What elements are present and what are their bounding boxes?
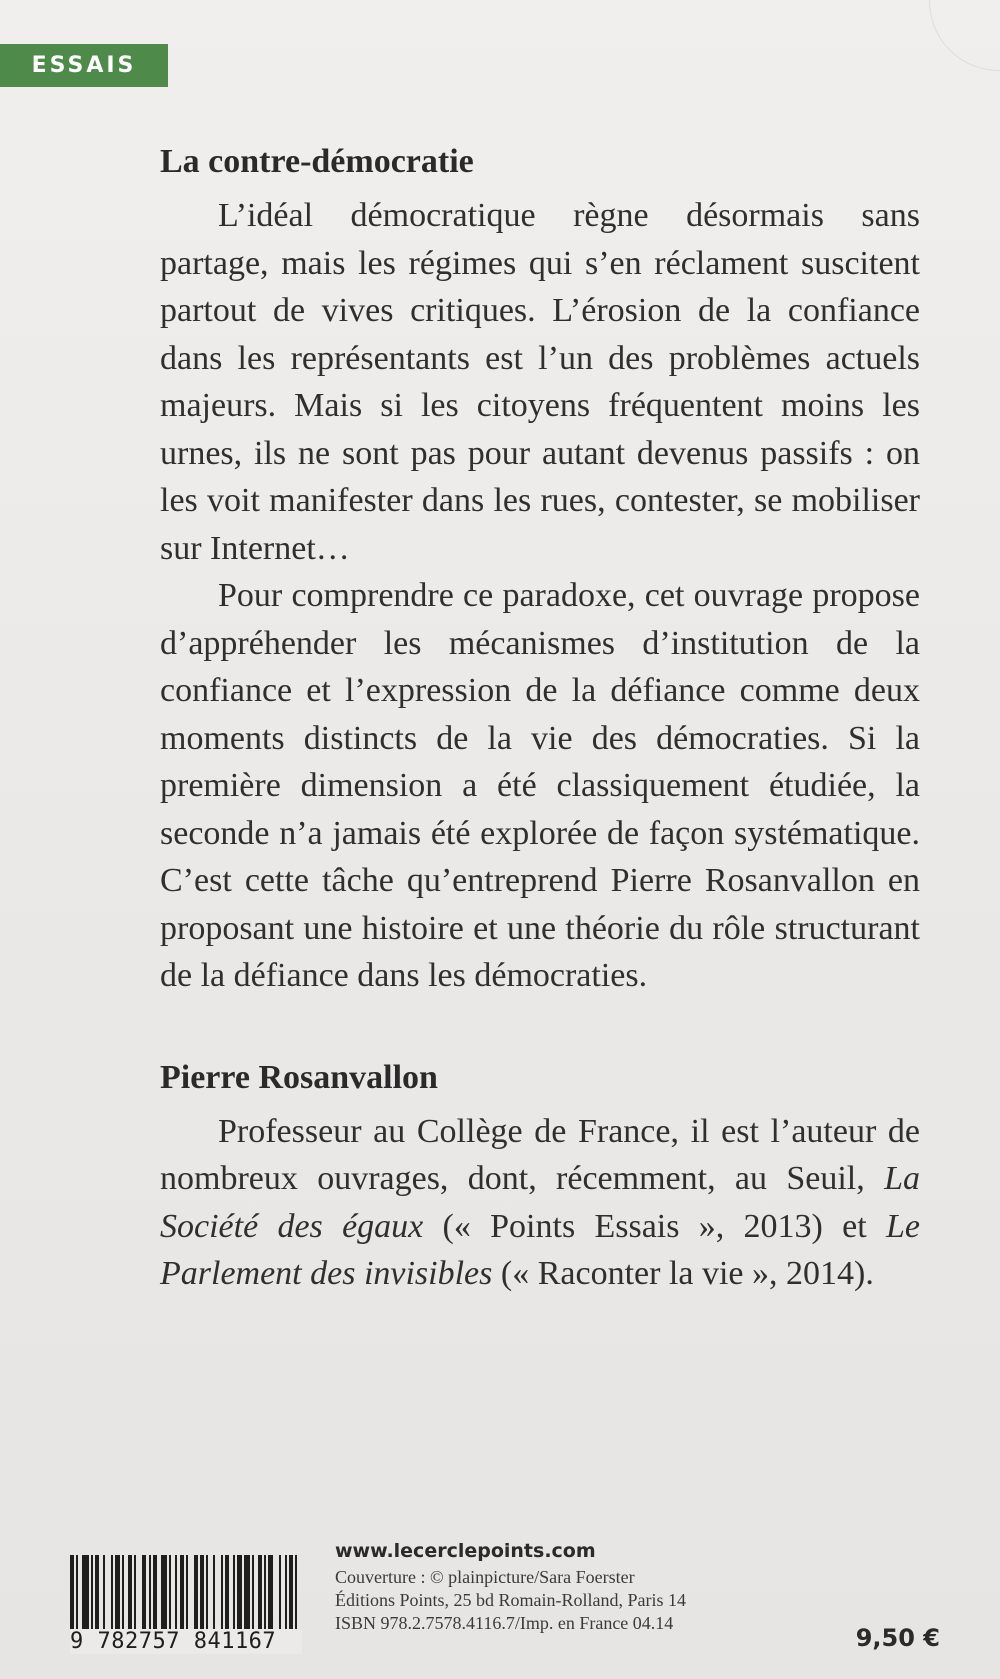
blurb-content bbox=[160, 140, 920, 1298]
author-bio bbox=[160, 1108, 920, 1298]
summary-paragraph-1: L’idéal démocratique règne désormais sans partage, mais les régimes qui s’en réclament suscitent partout de vives critiques. L’érosion de la confiance dans les représentants est l’un des problèmes actuels majeurs. Mais si les citoyens fréquentent moins les urnes, ils ne sont pas pour autant devenus passifs : on les voit manifester dans les rues, contester, se mobiliser sur Internet… bbox=[160, 197, 920, 567]
section-gap bbox=[160, 1000, 920, 1056]
author-bio-part-1: Professeur au Collège de France, il est l’auteur de nombreux ouvrages, dont, récemment, au Seuil, bbox=[160, 1112, 920, 1198]
page-corner-decoration bbox=[929, 0, 1000, 71]
author-name: Pierre Rosanvallon bbox=[160, 1058, 438, 1096]
footer-credits bbox=[335, 1540, 686, 1635]
book-title: La contre-démocratie bbox=[160, 143, 474, 180]
footer bbox=[70, 1540, 940, 1660]
publisher-address: Éditions Points, 25 bd Romain-Rolland, Paris 14 bbox=[335, 1590, 687, 1610]
author-bio-part-2: (« Points Essais », 2013) et bbox=[423, 1207, 886, 1245]
summary-paragraph-2: Pour comprendre ce paradoxe, cet ouvrage propose d’appréhender les mécanismes d’institution de la confiance et l’expression de la défiance comme deux moments distincts de la vie des démocraties. Si la première dimension a été classiquement étudiée, la seconde n’a jamais été explorée de façon systématique. C’est cette tâche qu’entreprend Pierre Rosanvallon en proposant une histoire et une théorie du rôle structurant de la défiance dans les démocraties. bbox=[160, 577, 920, 995]
series-band bbox=[0, 44, 168, 87]
cover-credit: Couverture : © plainpicture/Sara Foerster bbox=[335, 1567, 635, 1587]
barcode-bars bbox=[70, 1555, 302, 1635]
series-label: ESSAIS bbox=[31, 53, 137, 78]
book-title-2: Le Parlement des invisibles bbox=[160, 1207, 920, 1293]
isbn-line: ISBN 978.2.7578.4116.7/Imp. en France 04.14 bbox=[335, 1613, 674, 1633]
publisher-website: www.lecerclepoints.com bbox=[335, 1540, 596, 1562]
isbn-barcode bbox=[70, 1555, 302, 1655]
barcode-bar bbox=[297, 1555, 301, 1635]
book-title-1: La Société des égaux bbox=[160, 1160, 920, 1245]
barcode-digits: 9 782757 841167 bbox=[70, 1629, 302, 1654]
price-label: 9,50 € bbox=[855, 1624, 940, 1652]
author-bio-part-3: (« Raconter la vie », 2014). bbox=[492, 1255, 874, 1293]
